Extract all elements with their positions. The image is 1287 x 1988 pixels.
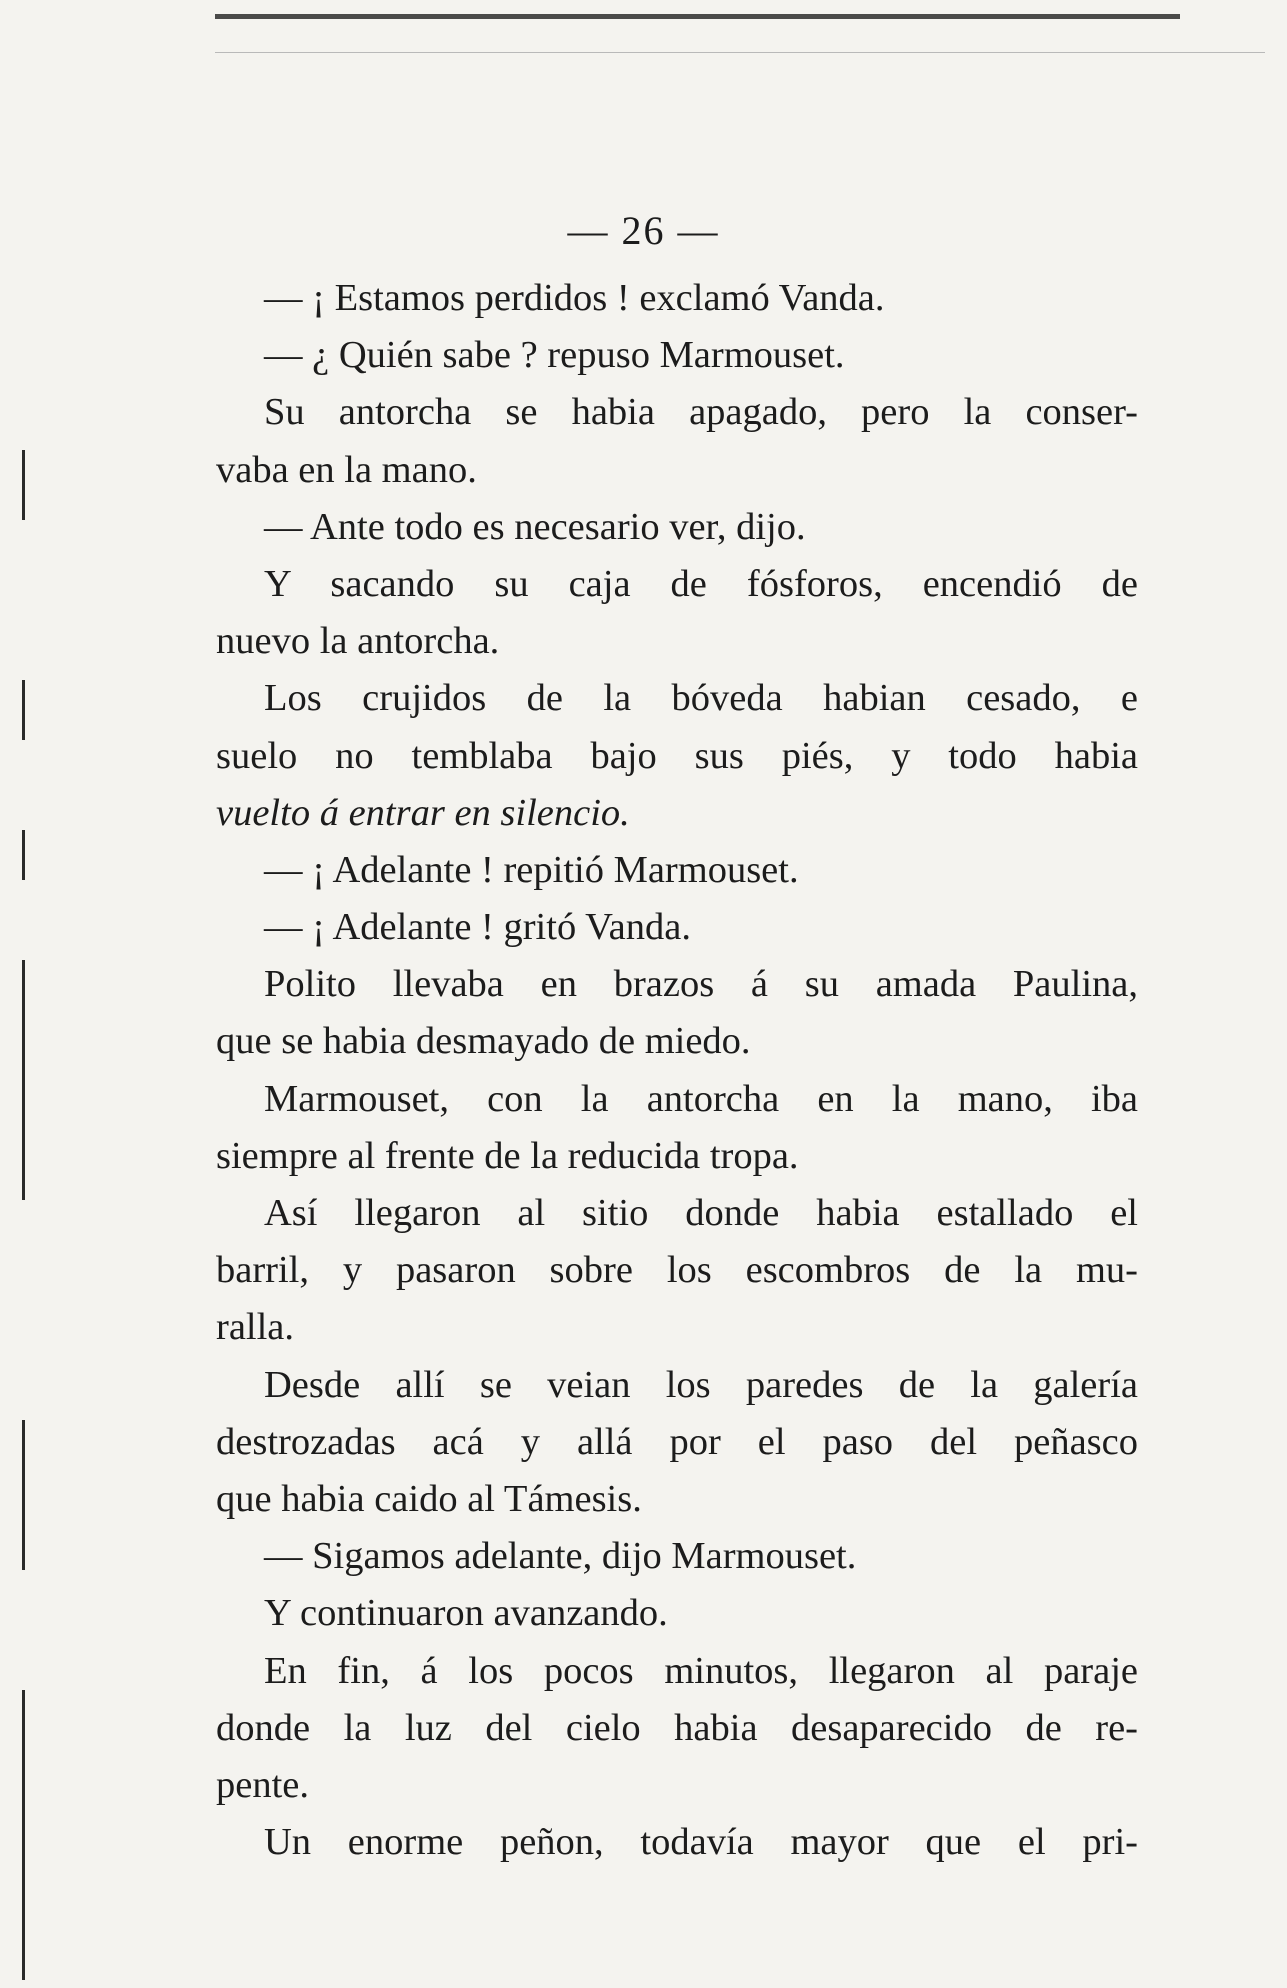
text-line: suelo no temblaba bajo sus piés, y todo habia — [216, 734, 1138, 777]
text-line: barril, y pasaron sobre los escombros de la mu- — [216, 1249, 1138, 1292]
text-line: — ¡ Adelante ! gritó Vanda. — [264, 906, 691, 949]
body-text — [216, 270, 1138, 1871]
text-line: Su antorcha se habia apagado, pero la conser- — [264, 391, 1138, 434]
text-line: Desde allí se veian los paredes de la galería — [264, 1363, 1138, 1406]
text-line: que se habia desmayado de miedo. — [216, 1020, 751, 1063]
left-binding-mark — [22, 960, 25, 1200]
left-binding-mark — [22, 450, 25, 520]
text-line: Polito llevaba en brazos á su amada Paulina, — [264, 963, 1138, 1006]
text-line: — ¡ Estamos perdidos ! exclamó Vanda. — [264, 277, 885, 319]
text-line: — ¡ Adelante ! repitió Marmouset. — [264, 848, 799, 891]
top-edge-thin-rule — [215, 52, 1265, 53]
text-line: nuevo la antorcha. — [216, 620, 500, 663]
text-line: Un enorme peñon, todavía mayor que el pri- — [264, 1821, 1138, 1864]
text-line: Así llegaron al sitio donde habia estallado el — [264, 1192, 1138, 1234]
text-line: — Ante todo es necesario ver, dijo. — [264, 505, 806, 548]
text-line: — Sigamos adelante, dijo Marmouset. — [264, 1535, 857, 1578]
text-line: — ¿ Quién sabe ? repuso Marmouset. — [264, 334, 845, 377]
text-line: Marmouset, con la antorcha en la mano, iba — [264, 1077, 1138, 1120]
text-line: En fin, á los pocos minutos, llegaron al paraje — [264, 1649, 1138, 1692]
left-binding-mark — [22, 1420, 25, 1570]
left-binding-mark — [22, 680, 25, 740]
text-line: Y sacando su caja de fósforos, encendió de — [264, 562, 1138, 605]
text-line: pente. — [216, 1763, 309, 1806]
text-line: vuelto á entrar en silencio. — [216, 791, 630, 834]
text-line: Y continuaron avanzando. — [264, 1592, 668, 1635]
page-number: — 26 — — [567, 208, 720, 253]
text-line: Los crujidos de la bóveda habian cesado, e — [264, 677, 1138, 720]
left-binding-mark — [22, 1690, 25, 1980]
text-line: que habia caido al Támesis. — [216, 1477, 642, 1520]
text-line: vaba en la mano. — [216, 448, 477, 491]
text-line: siempre al frente de la reducida tropa. — [216, 1134, 799, 1177]
text-line: destrozadas acá y allá por el paso del peñasco — [216, 1420, 1138, 1463]
top-edge-rule — [215, 14, 1180, 19]
left-binding-mark — [22, 830, 25, 880]
text-line: donde la luz del cielo habia desaparecido de re- — [216, 1706, 1138, 1749]
text-line: ralla. — [216, 1306, 295, 1349]
